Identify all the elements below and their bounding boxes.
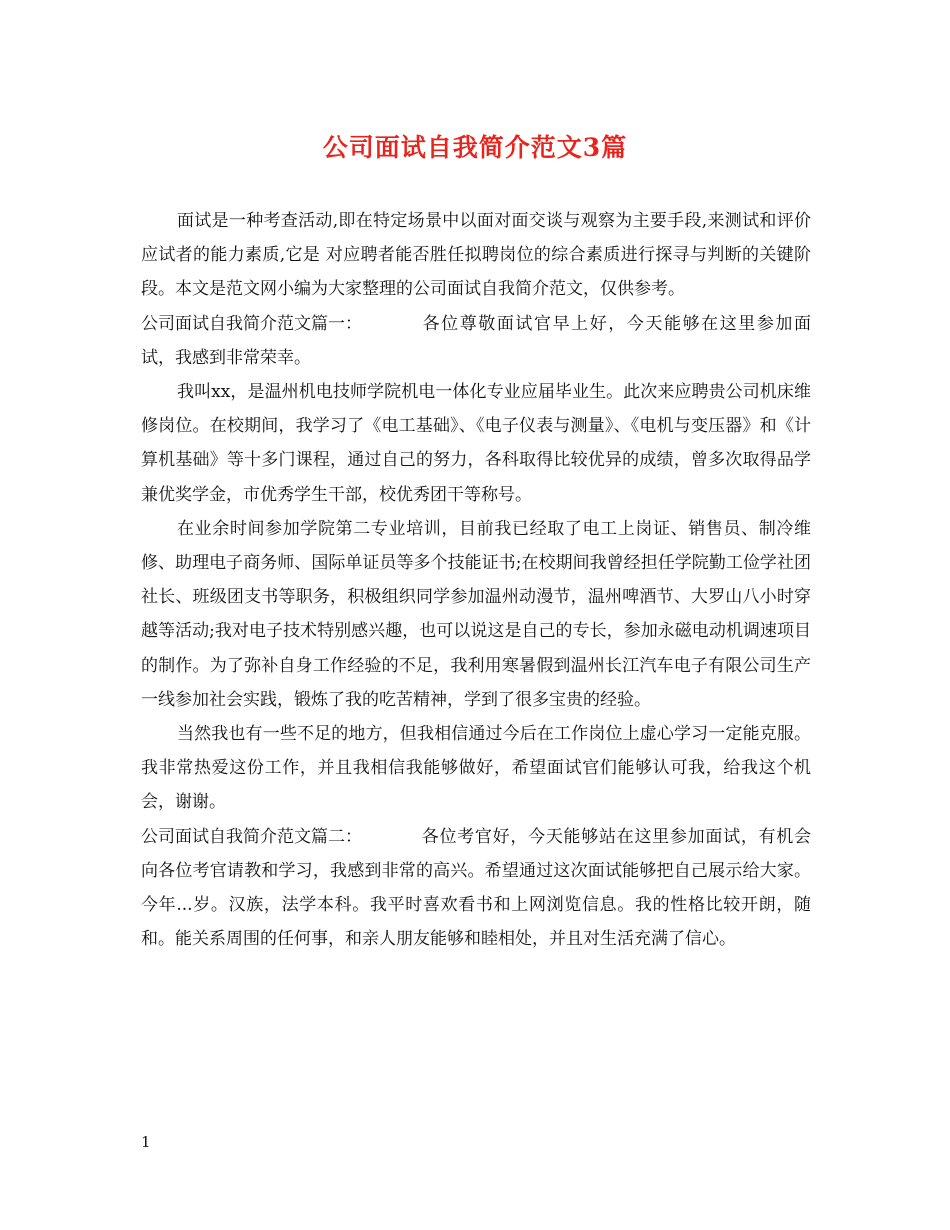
- section2-heading: 公司面试自我简介范文篇二：: [141, 826, 362, 847]
- section1-lead: 各位尊敬面试官早上好，今天能够在这里参加面试，我感到非常荣幸。: [141, 313, 811, 368]
- section2-lead: 各位考官好，今天能够站在这里参加面试，有机会向各位考官请教和学习，我感到非常的高兴。希望通过这次面试能够把自己展示给大家。今年...岁。汉族，法学本科。我平时喜欢看书和上网浏览信息。我的性格比较开朗，随和。能关系周围的任何事，和亲人朋友能够和睦相处，并且对生活充满了信心。: [141, 826, 811, 950]
- section1-paragraph-2: 在业余时间参加学院第二专业培训，目前我已经取了电工上岗证、销售员、制冷维修、助理电子商务师、国际单证员等多个技能证书;在校期间我曾经担任学院勤工俭学社团社长、班级团支书等职务，积极组织同学参加温州动漫节，温州啤酒节、大罗山八小时穿越等活动;我对电子技术特别感兴趣，也可以说这是自己的专长，参加永磁电动机调速项目的制作。为了弥补自身工作经验的不足，我利用寒暑假到温州长江汽车电子有限公司生产一线参加社会实践，锻炼了我的吃苦精神，学到了很多宝贵的经验。: [141, 518, 811, 710]
- document-title: 公司面试自我简介范文3篇: [322, 133, 628, 162]
- page-number: 1: [141, 1133, 151, 1151]
- document-body: [141, 204, 811, 956]
- section1-paragraph-1: 我叫xx，是温州机电技师学院机电一体化专业应届毕业生。此次来应聘贵公司机床维修岗位。在校期间，我学习了《电工基础》、《电子仪表与测量》、《电机与变压器》和《计算机基础》等十多门课程，通过自己的努力，各科取得比较优异的成绩，曾多次取得品学兼优奖学金，市优秀学生干部，校优秀团干等称号。: [141, 382, 811, 505]
- section1-heading: 公司面试自我简介范文篇一：: [141, 313, 362, 334]
- intro-paragraph: 面试是一种考查活动,即在特定场景中以面对面交谈与观察为主要手段,来测试和评价应试者的能力素质,它是 对应聘者能否胜任拟聘岗位的综合素质进行探寻与判断的关键阶段。本文是范文网小编为大家整理的公司面试自我简介范文，仅供参考。: [141, 211, 811, 300]
- section2-first-paragraph: [141, 820, 811, 957]
- section1-first-paragraph: [141, 307, 811, 375]
- section1-paragraph-3: 当然我也有一些不足的地方，但我相信通过今后在工作岗位上虚心学习一定能克服。我非常热爱这份工作，并且我相信我能够做好，希望面试官们能够认可我，给我这个机会，谢谢。: [141, 724, 811, 813]
